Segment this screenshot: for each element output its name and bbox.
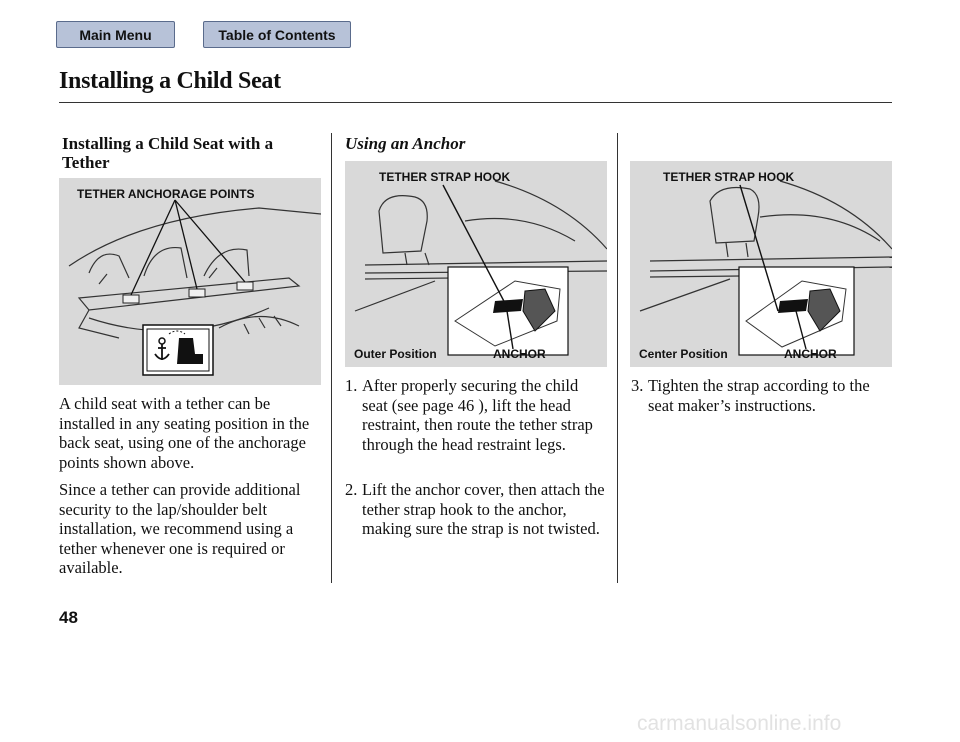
instruction-step bbox=[631, 376, 893, 415]
step-text: Lift the anchor cover, then attach the tether strap hook to the anchor, making sure the strap is not twisted. bbox=[362, 480, 605, 539]
figure-label: Outer Position bbox=[354, 347, 437, 361]
title-divider bbox=[59, 102, 892, 103]
outer-position-illustration bbox=[345, 161, 607, 367]
child-seat-anchor-icon bbox=[143, 325, 213, 375]
watermark: carmanualsonline.info bbox=[637, 712, 842, 735]
body-paragraph: A child seat with a tether can be installed in any seating position in the back seat, using one of the anchorage points shown above. bbox=[59, 394, 310, 472]
figure-label: Center Position bbox=[639, 347, 728, 361]
column-divider bbox=[331, 133, 332, 583]
sub-heading: Using an Anchor bbox=[345, 134, 466, 153]
step-number: 1. bbox=[345, 376, 358, 395]
rear-shelf-illustration bbox=[59, 178, 321, 385]
instruction-step bbox=[345, 480, 607, 539]
step-text: Tighten the strap according to the seat maker’s instructions. bbox=[648, 376, 870, 415]
center-position-figure bbox=[630, 161, 892, 367]
body-paragraph: Since a tether can provide additional security to the lap/shoulder belt installation, we recommend using a tether whenever one is required or available. bbox=[59, 480, 301, 578]
main-menu-button[interactable]: Main Menu bbox=[56, 21, 175, 48]
anchor-inset bbox=[448, 267, 568, 355]
figure-label: TETHER STRAP HOOK bbox=[379, 170, 511, 184]
instruction-step bbox=[345, 376, 607, 454]
table-of-contents-button[interactable]: Table of Contents bbox=[203, 21, 351, 48]
step-number: 3. bbox=[631, 376, 644, 395]
page-title: Installing a Child Seat bbox=[59, 68, 281, 94]
tether-anchorage-figure bbox=[59, 178, 321, 385]
figure-label: TETHER STRAP HOOK bbox=[663, 170, 795, 184]
column-divider bbox=[617, 133, 618, 583]
figure-label: ANCHOR bbox=[784, 347, 837, 361]
step-text: After properly securing the child seat (see page 46 ), lift the head restraint, then route the tether strap through the head restraint legs. bbox=[362, 376, 593, 454]
figure-label: TETHER ANCHORAGE POINTS bbox=[77, 187, 255, 201]
outer-position-figure bbox=[345, 161, 607, 367]
section-heading: Installing a Child Seat with a Tether bbox=[62, 134, 274, 172]
center-position-illustration bbox=[630, 161, 892, 367]
page-number: 48 bbox=[59, 608, 78, 627]
step-number: 2. bbox=[345, 480, 358, 499]
figure-label: ANCHOR bbox=[493, 347, 546, 361]
